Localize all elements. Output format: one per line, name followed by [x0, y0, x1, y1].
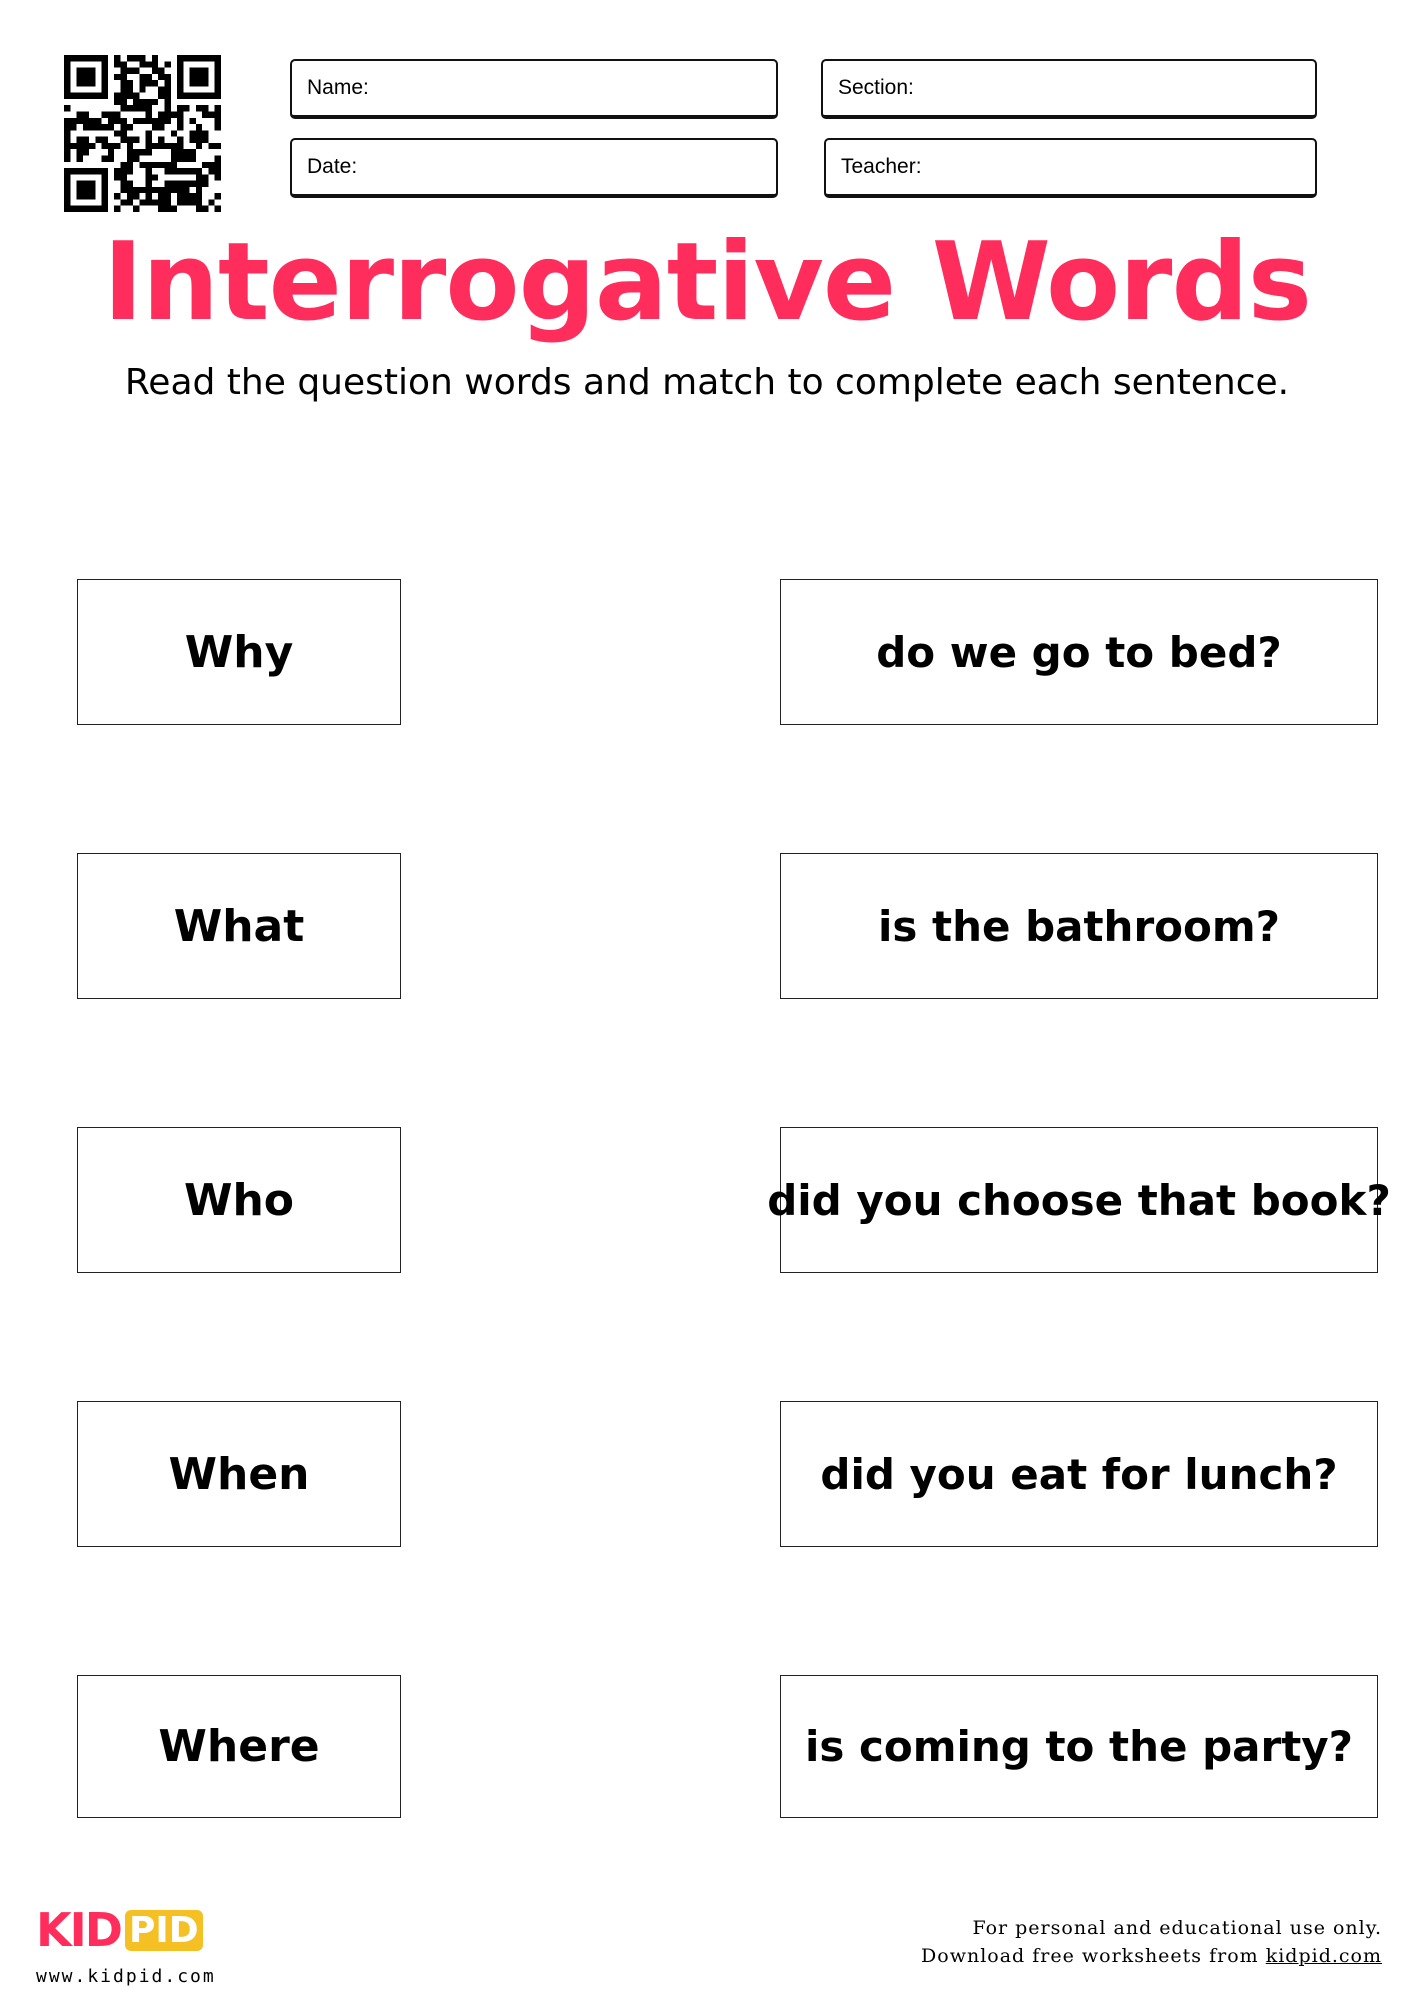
sentence-ending-card[interactable]: did you choose that book?: [780, 1127, 1378, 1273]
sentence-ending-card[interactable]: do we go to bed?: [780, 579, 1378, 725]
page-title: Interrogative Words: [102, 220, 1312, 345]
logo-pid: PID: [125, 1910, 203, 1951]
date-label: Date:: [307, 155, 358, 178]
sentence-ending-card[interactable]: is the bathroom?: [780, 853, 1378, 999]
teacher-label: Teacher:: [841, 155, 922, 178]
logo-kid: KID: [36, 1903, 121, 1957]
kidpid-link[interactable]: kidpid.com: [1265, 1945, 1382, 1967]
kidpid-logo: [36, 1903, 203, 1957]
sentence-ending-card[interactable]: is coming to the party?: [780, 1675, 1378, 1818]
qr-code: [64, 55, 221, 212]
footer-download-note: [921, 1945, 1382, 1967]
section-field[interactable]: [821, 59, 1317, 119]
website-text: www.kidpid.com: [36, 1966, 216, 1987]
instructions: Read the question words and match to complete each sentence.: [124, 362, 1290, 403]
section-label: Section:: [838, 76, 914, 99]
sentence-ending-card[interactable]: did you eat for lunch?: [780, 1401, 1378, 1547]
name-label: Name:: [307, 76, 369, 99]
date-field[interactable]: [290, 138, 778, 198]
footer-usage-note: For personal and educational use only.: [972, 1917, 1382, 1939]
question-word-card[interactable]: Who: [77, 1127, 401, 1273]
question-word-card[interactable]: Why: [77, 579, 401, 725]
name-field[interactable]: [290, 59, 778, 119]
question-word-card[interactable]: Where: [77, 1675, 401, 1818]
question-word-card[interactable]: When: [77, 1401, 401, 1547]
footer-download-prefix: Download free worksheets from: [921, 1945, 1266, 1967]
question-word-card[interactable]: What: [77, 853, 401, 999]
teacher-field[interactable]: [824, 138, 1317, 198]
